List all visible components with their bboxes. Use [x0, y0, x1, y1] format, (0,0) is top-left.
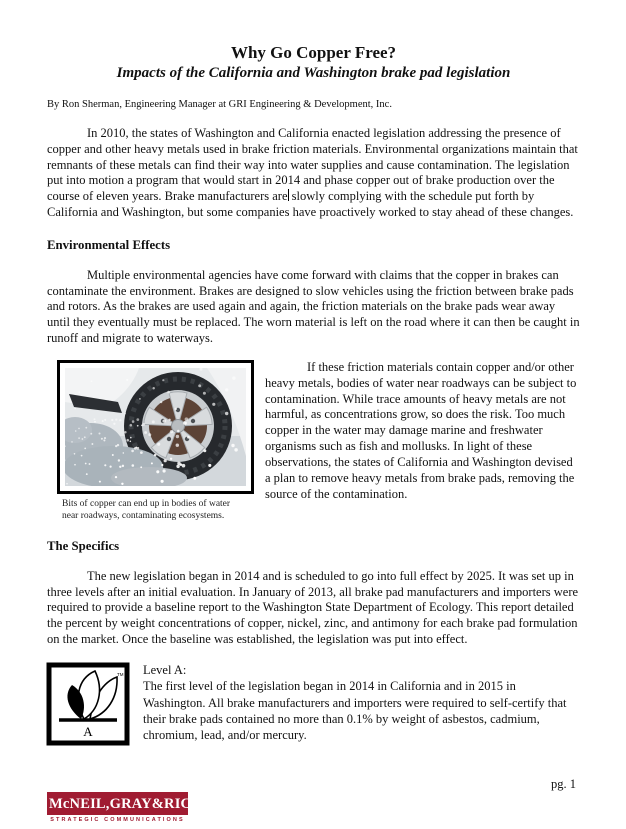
leafmark-level-a-icon — [46, 662, 130, 751]
logo-wordmark: McNEIL,GRAY&RICE — [47, 792, 188, 815]
specifics-paragraph: The new legislation began in 2014 and is scheduled to go into full effect by 2025. It was set up in three levels after an initial evaluation. In January of 2013, all brake pad manufacturers and importers were required to provide a baseline report to the Washington State Department of Ecology. This report detailed the percent by weight concentrations of copper, nickel, zinc, and antimony for each brake pad formulation on the market. Once the baseline was established, the legislation was put into effect. — [47, 568, 579, 646]
section-heading-environmental-effects: Environmental Effects — [47, 237, 171, 252]
wrap-paragraph: If these friction materials contain copper and/or other heavy metals, bodies of water near roadways can be subject to contamination. While trace amounts of heavy metals are not harmful, as concentrations grow, so does the risk. Too much copper in the water may damage marine and freshwater organisms such as fish and mollusks. In light of these observations, the states of California and Washington devised a plan to remove heavy metals from brake pads, removing the source of the contamination. — [265, 359, 577, 502]
doc-title: Why Go Copper Free? — [230, 43, 397, 62]
intro-paragraph — [47, 126, 580, 221]
byline: By Ron Sherman, Engineering Manager at GRI Engineering & Development, Inc. — [47, 99, 392, 110]
level-a-text-block — [143, 662, 580, 744]
car-wheel-snow-photo — [57, 360, 254, 494]
intro-text-after-cursor: slowly complying with the schedule put forth by California and Washington, but some companies have proactively worked to stay ahead of these changes. — [47, 189, 574, 219]
figure-and-text-row — [47, 360, 580, 522]
intro-text-before-cursor: In 2010, the states of Washington and California enacted legislation addressing the presence of copper and other heavy metals used in brake friction materials. Environmental organizations maintain that remnants of these metals can find their way into water supplies and cause contamination. The legislation put into motion a program that would start in 2014 and phase copper out of brake production over the course of eleven years. Brake manufacturers are — [47, 126, 578, 204]
level-a-row — [47, 662, 580, 751]
figure-caption: Bits of copper can end up in bodies of water near roadways, contaminating ecosystems. — [62, 498, 231, 521]
section-heading-the-specifics: The Specifics — [47, 538, 120, 553]
mcneil-gray-rice-logo — [47, 792, 202, 823]
page-number: pg. 1 — [551, 777, 576, 791]
brake-photo-figure — [57, 360, 254, 522]
level-a-letter: A — [83, 723, 93, 739]
level-a-label: Level A: — [143, 662, 187, 677]
trademark-mark: TM — [117, 671, 124, 677]
doc-subtitle: Impacts of the California and Washington brake pad legislation — [116, 65, 511, 81]
level-a-description: The first level of the legislation began in 2014 in California and in 2015 in Washington. All brake manufacturers and importers were required to self-certify that their brake pads contained no more than 0.1% by weight of asbestos, cadmium, chromium, lead, and/or mercury. — [143, 679, 567, 743]
environmental-paragraph: Multiple environmental agencies have come forward with claims that the copper in brakes can contaminate the environment. Brakes are designed to slow vehicles using the friction between brake pads and rotors. As the brakes are used again and again, the friction materials on the brake pads wear away until they eventually must be replaced. The worn material is left on the road where it can then be caught in runoff and migrate to waterways. — [47, 267, 580, 345]
logo-tagline: STRATEGIC COMMUNICATIONS — [50, 817, 185, 823]
